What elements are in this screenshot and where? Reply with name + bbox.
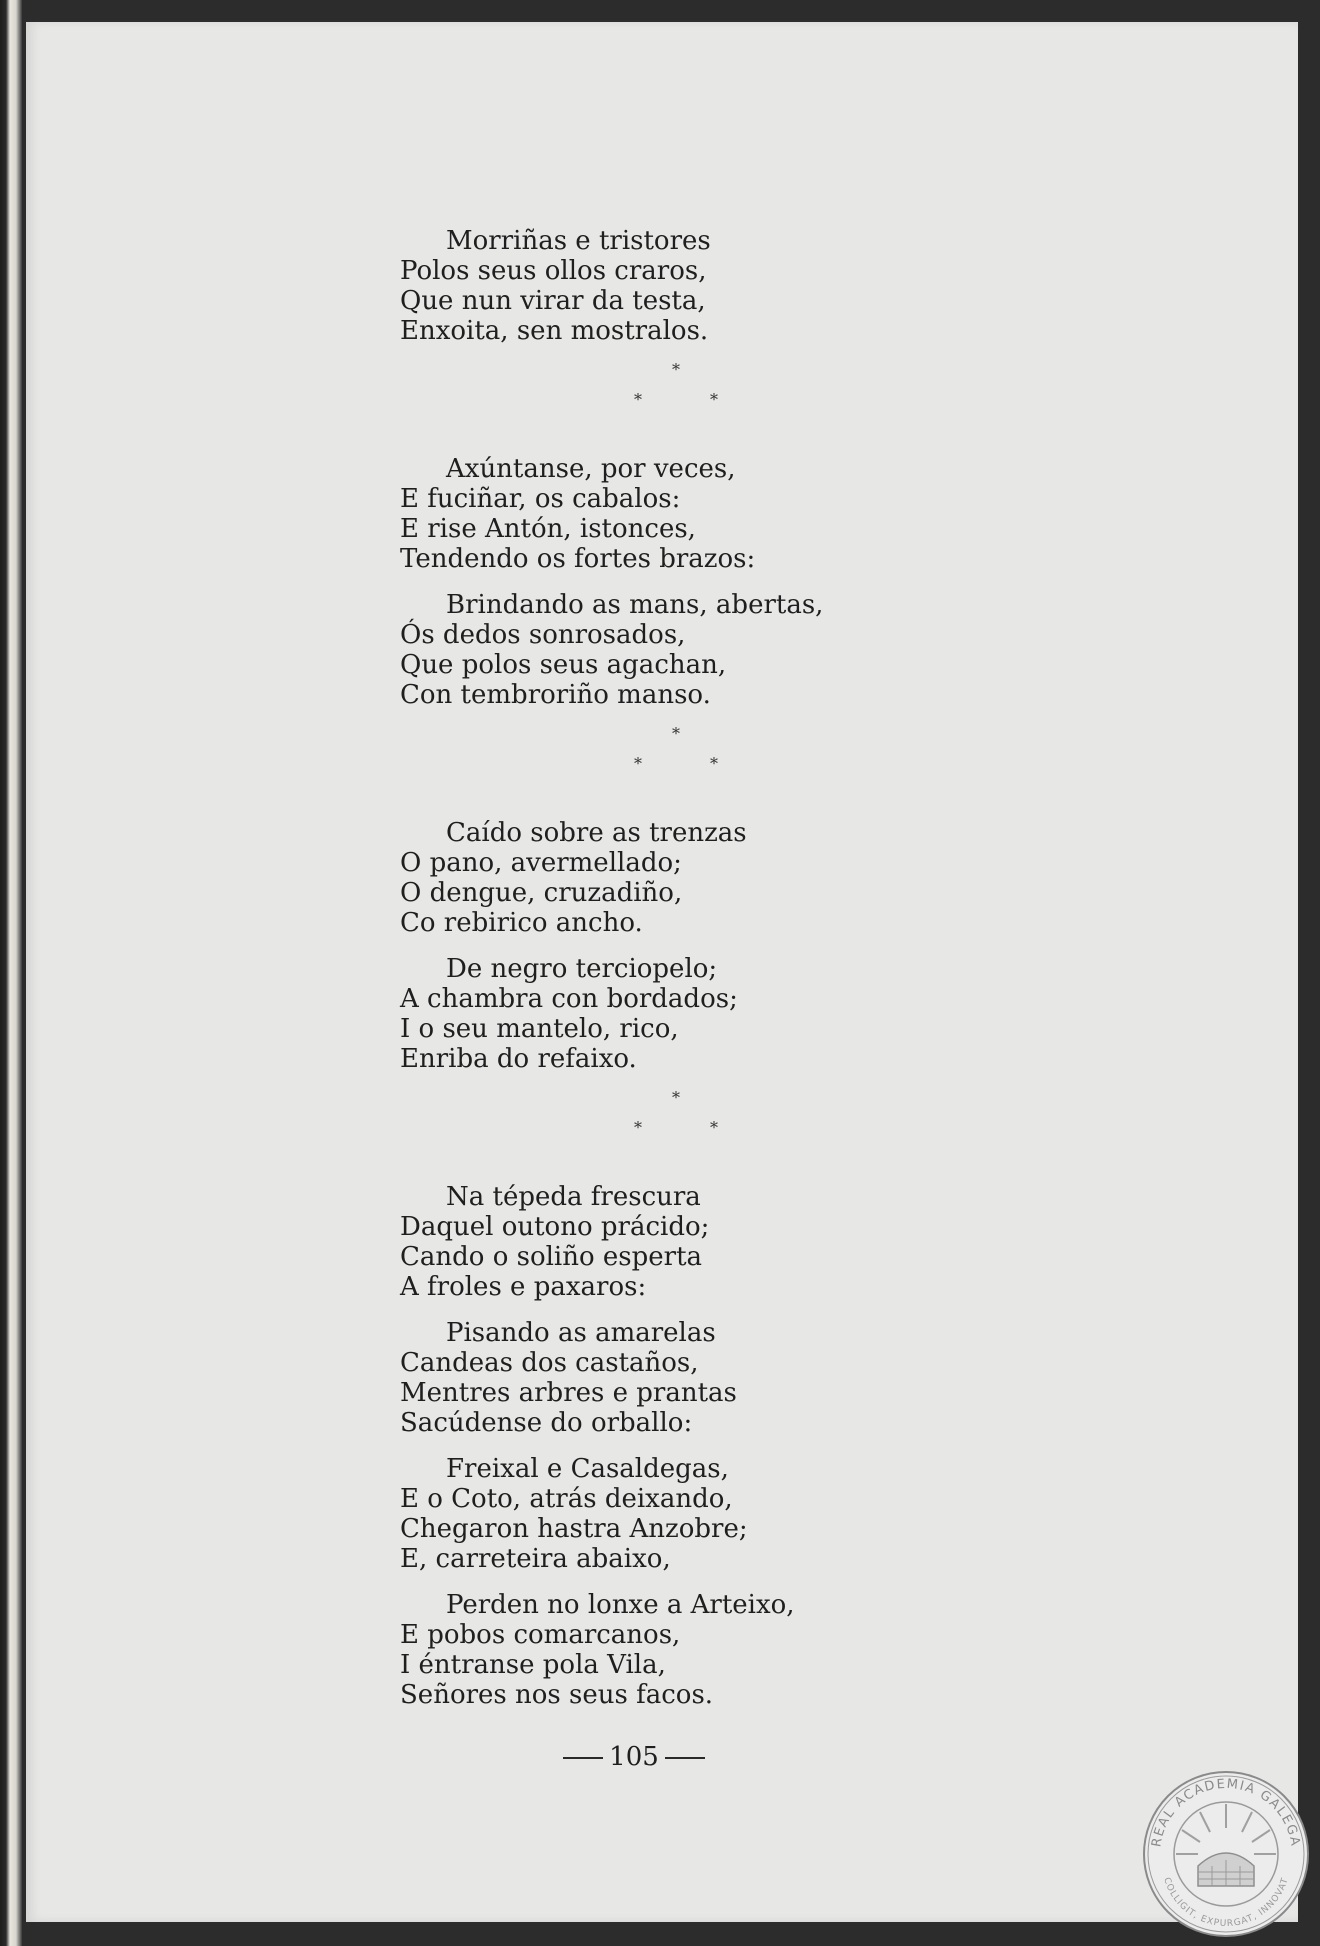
section-separator [400,362,920,420]
verse-line: E fuciñar, os cabalos: [400,484,681,514]
verse-line: Pisando as amarelas [446,1318,716,1348]
verse-line: Señores nos seus facos. [400,1680,714,1710]
asterism-star: * [672,1088,680,1107]
asterism-star: * [634,1118,642,1137]
verse-line: Brindando as mans, abertas, [446,590,824,620]
verse-line: Tendendo os fortes brazos: [400,544,756,574]
verse-line: A chambra con bordados; [400,984,738,1014]
stanza [400,454,920,574]
verse-line: Enxoita, sen mostralos. [400,316,709,346]
verse-line: Cando o soliño esperta [400,1242,703,1272]
verse-line: Candeas dos castaños, [400,1348,699,1378]
verse-line: Freixal e Casaldegas, [446,1454,729,1484]
verse-line: Caído sobre as trenzas [446,818,747,848]
stanza [400,590,920,710]
academy-seal-stamp-icon [1140,1768,1312,1940]
verse-line: Morriñas e tristores [446,226,711,256]
verse-line: Axúntanse, por veces, [446,454,736,484]
stanza [400,1590,920,1710]
verse-line: E, carreteira abaixo, [400,1544,671,1574]
verse-line: I éntranse pola Vila, [400,1650,666,1680]
section-separator [400,726,920,784]
verse-line: E rise Antón, istonces, [400,514,696,544]
stanza [400,226,920,346]
verse-line: Que polos seus agachan, [400,650,727,680]
asterism-star: * [634,754,642,773]
seal-bottom-text: COLLIGIT, EXPURGAT, INNOVAT [1161,1876,1291,1930]
verse-line: Ós dedos sonrosados, [400,620,686,650]
verse-line: Na tépeda frescura [446,1182,701,1212]
book-spine-edge [0,0,22,1946]
verse-line: Mentres arbres e prantas [400,1378,737,1408]
verse-line: Enriba do refaixo. [400,1044,637,1074]
asterism-star: * [710,390,718,409]
verse-line: A froles e paxaros: [400,1272,647,1302]
page-number-dash [665,1757,705,1759]
verse-line: E o Coto, atrás deixando, [400,1484,733,1514]
verse-line: De negro terciopelo; [446,954,718,984]
verse-line: Chegaron hastra Anzobre; [400,1514,748,1544]
asterism-star: * [672,724,680,743]
section-separator [400,1090,920,1148]
page-number-dash [563,1757,603,1759]
verse-line: O pano, avermellado; [400,848,682,878]
verse-line: Que nun virar da testa, [400,286,706,316]
seal-top-text: REAL ACADEMIA GALEGA [1149,1776,1303,1849]
page-number [374,1742,894,1772]
poem [400,226,920,1726]
stanza [400,1182,920,1302]
verse-line: O dengue, cruzadiño, [400,878,683,908]
verse-line: I o seu mantelo, rico, [400,1014,679,1044]
stanza [400,1318,920,1438]
stanza [400,818,920,938]
page-number-value: 105 [609,1742,659,1772]
verse-line: Polos seus ollos craros, [400,256,707,286]
stanza [400,1454,920,1574]
asterism-star: * [710,754,718,773]
asterism-star: * [672,360,680,379]
verse-line: Perden no lonxe a Arteixo, [446,1590,795,1620]
verse-line: Daquel outono prácido; [400,1212,710,1242]
asterism-star: * [634,390,642,409]
book-page [26,22,1298,1922]
asterism-star: * [710,1118,718,1137]
stanza [400,954,920,1074]
verse-line: Con tembroriño manso. [400,680,711,710]
verse-line: Sacúdense do orballo: [400,1408,693,1438]
verse-line: Co rebirico ancho. [400,908,643,938]
verse-line: E pobos comarcanos, [400,1620,681,1650]
